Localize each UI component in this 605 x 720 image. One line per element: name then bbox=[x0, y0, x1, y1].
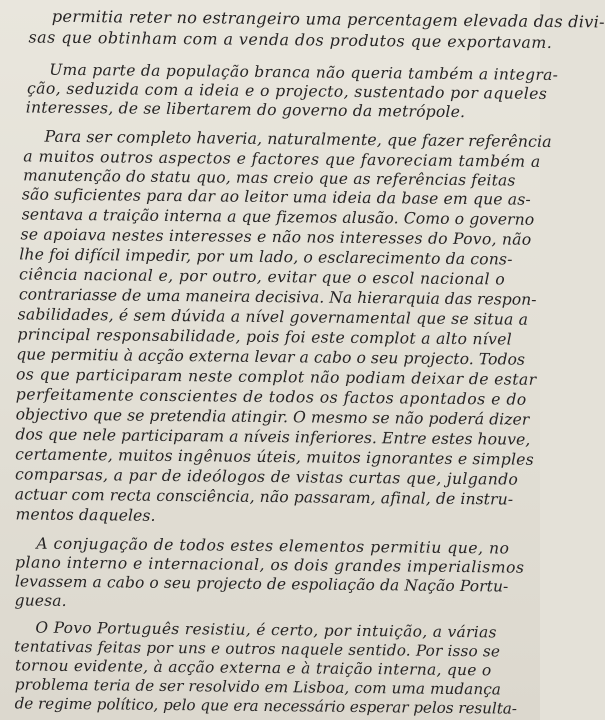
text-line: que permitiu à acção externa levar a cabo o seu projecto. Todos bbox=[16, 345, 526, 369]
text-line: objectivo que se pretendia atingir. O mesmo se não poderá dizer bbox=[15, 405, 530, 429]
text-line: guesa. bbox=[14, 591, 67, 610]
text-line: são suficientes para dar ao leitor uma ideia da base em que as- bbox=[21, 185, 531, 209]
text-line: se apoiava nestes interesses e não nos interesses do Povo, não bbox=[20, 225, 532, 249]
text-line: lhe foi difícil impedir, por um lado, o esclarecimento da cons- bbox=[19, 245, 513, 269]
text-line: os que participaram neste complot não podiam deixar de estar bbox=[15, 365, 537, 389]
text-line: actuar com recta consciência, não passaram, afinal, de instru- bbox=[14, 485, 514, 509]
text-line: plano interno e internacional, os dois grandes imperialismos bbox=[15, 553, 525, 577]
text-line: Para ser completo haveria, naturalmente, que fazer referência bbox=[44, 126, 552, 151]
text-line: A conjugação de todos estes elementos permitiu que, no bbox=[36, 534, 510, 558]
text-line: manutenção do statu quo, mas creio que as referências feitas bbox=[23, 166, 516, 190]
text-line: comparsas, a par de ideólogos de vistas curtas que, julgando bbox=[14, 465, 519, 489]
text-line: tentativas feitas por uns e outros naquele sentido. Por isso se bbox=[14, 637, 501, 661]
text-line: perfeitamente conscientes de todos os factos apontados e do bbox=[15, 385, 527, 409]
text-line: principal responsabilidade, pois foi este complot a alto nível bbox=[17, 325, 513, 349]
text-line: ção, seduzida com a ideia e o projecto, sustentado por aqueles bbox=[26, 79, 548, 103]
text-line: interesses, de se libertarem do governo da metrópole. bbox=[25, 98, 466, 122]
text-line: contrariasse de uma maneira decisiva. Na hierarquia das respon- bbox=[18, 285, 537, 309]
text-line: levassem a cabo o seu projecto de espoliação da Nação Portu- bbox=[14, 572, 509, 596]
text-line: mentos daqueles. bbox=[15, 505, 156, 525]
text-line: dos que nele participaram a níveis inferiores. Entre estes houve, bbox=[15, 425, 531, 449]
text-line: sabilidades, é sem dúvida a nível governamental que se situa a bbox=[17, 305, 529, 329]
text-line: sas que obtinham com a venda dos produtos que exportavam. bbox=[28, 27, 553, 52]
text-line: de regime político, pelo que era necessário esperar pelos resulta- bbox=[14, 694, 517, 718]
text-line: tornou evidente, à acção externa e à traição interna, que o bbox=[14, 656, 492, 680]
text-line: ciência nacional e, por outro, evitar que o escol nacional o bbox=[19, 265, 506, 289]
text-line: permitia reter no estrangeiro uma percentagem elevada das divi- bbox=[51, 6, 605, 32]
text-line: certamente, muitos ingênuos úteis, muitos ignorantes e simples bbox=[15, 445, 534, 469]
text-line: sentava a traição interna a que fizemos alusão. Como o governo bbox=[21, 205, 535, 229]
text-line: Uma parte da população branca não queria também a integra- bbox=[49, 60, 559, 85]
text-line: problema teria de ser resolvido em Lisboa, com uma mudança bbox=[14, 675, 502, 699]
text-line: O Povo Português resistiu, é certo, por intuição, a várias bbox=[35, 618, 497, 642]
text-line: a muitos outros aspectos e factores que favoreciam também a bbox=[23, 147, 541, 171]
